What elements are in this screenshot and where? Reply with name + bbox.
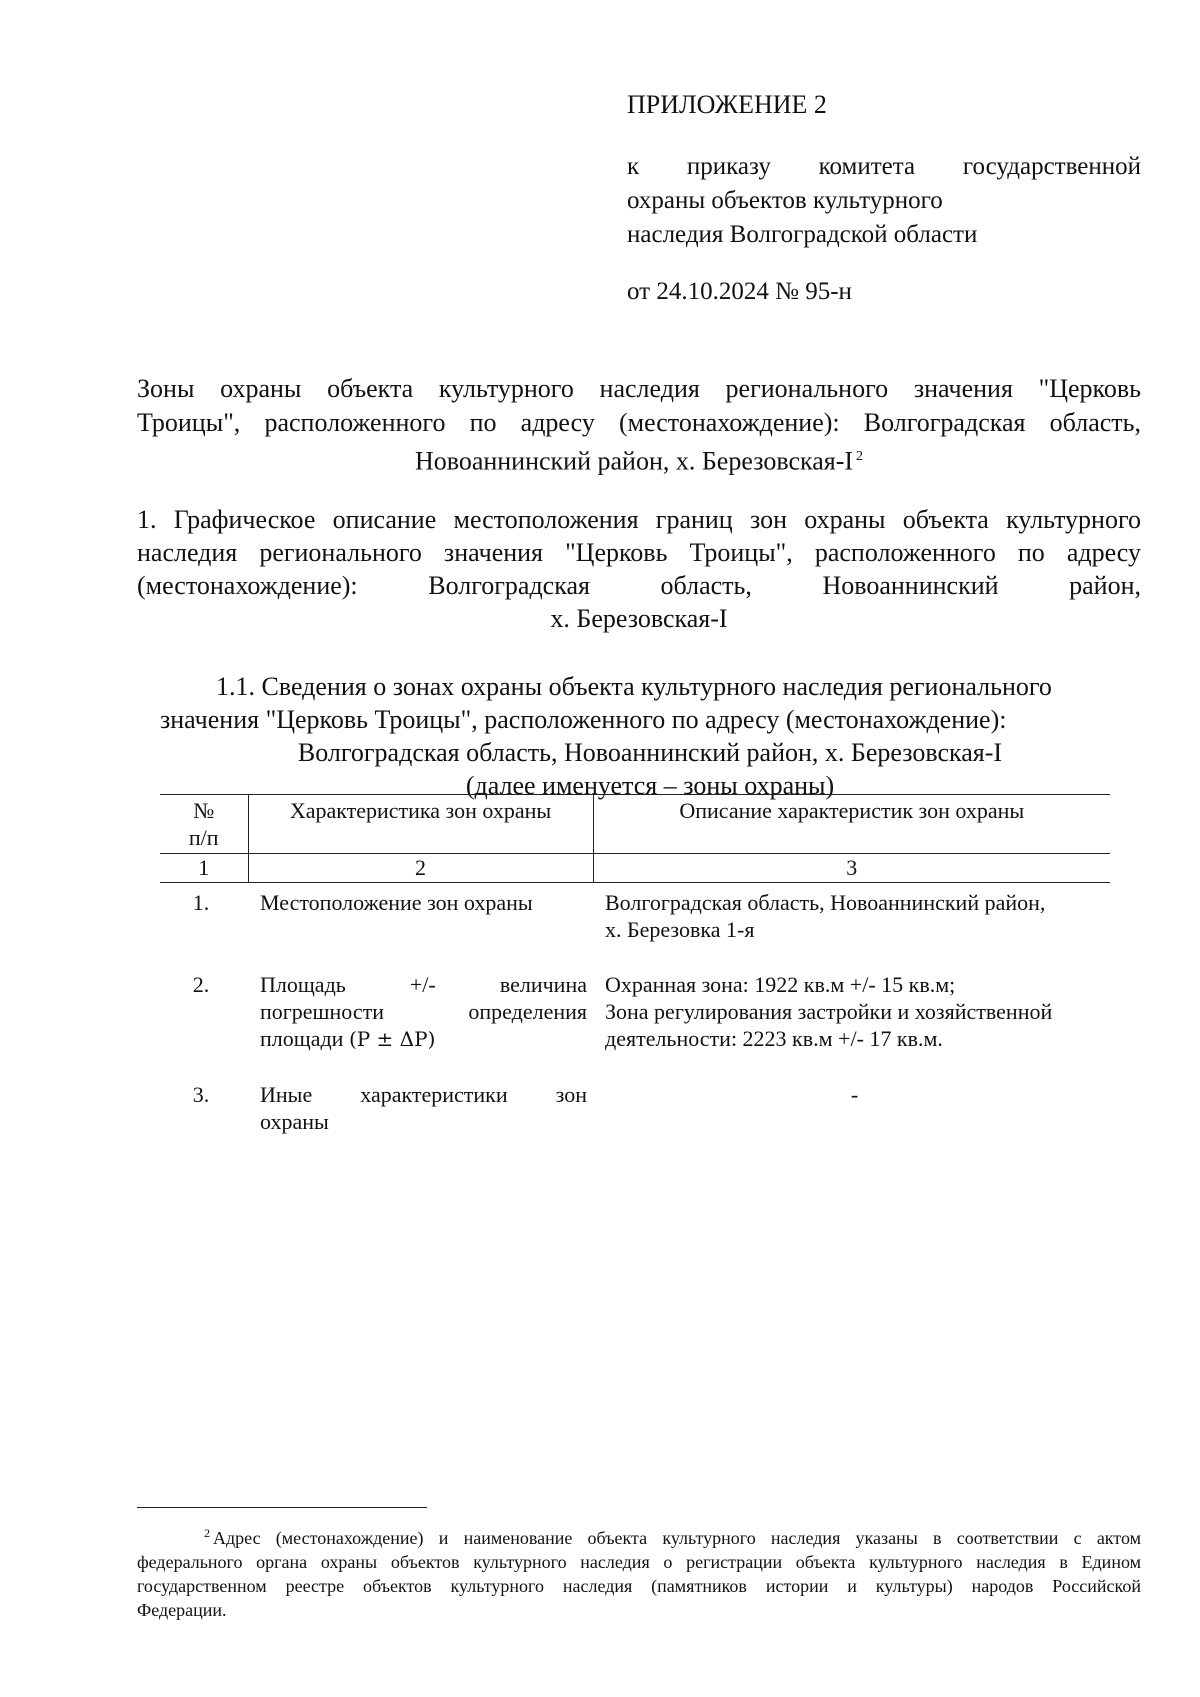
subsection-heading [160, 670, 1140, 802]
table-row [160, 883, 1110, 968]
column-number: 2 [248, 854, 593, 883]
document-title [137, 372, 1141, 479]
row-description-line: Охранная зона: 1922 кв.м +/- 15 кв.м; [605, 972, 956, 997]
row-description [593, 883, 1110, 968]
header-characteristic: Характеристика зон охраны [248, 795, 593, 854]
appendix-reference-line: охраны объектов культурного [627, 187, 943, 214]
row-characteristic-line: Площадь +/- величина [260, 972, 587, 997]
footnote-reference[interactable]: 2 [856, 449, 864, 464]
subsection-heading-line: 1.1. Сведения о зонах охраны объекта культурного наследия регионального [216, 672, 1052, 701]
header-number-symbol: № [193, 798, 215, 823]
column-number: 3 [593, 854, 1110, 883]
row-description [593, 967, 1110, 1077]
row-number: 3. [192, 1082, 210, 1107]
footnote [137, 1521, 1141, 1622]
appendix-reference-line: к приказу комитета государственной [627, 153, 1141, 180]
section-heading-line: (местонахождение): Волгоградская область, Новоаннинский район, [137, 571, 1141, 600]
row-description-line: х. Березовка 1-я [605, 917, 755, 942]
section-heading-line: наследия регионального значения "Церковь Троицы", расположенного по адресу [137, 538, 1141, 567]
section-heading-line: 1. Графическое описание местоположения границ зон охраны объекта культурного [137, 505, 1141, 534]
row-description-line: Зона регулирования застройки и хозяйственной [605, 999, 1053, 1024]
row-characteristic [248, 1077, 593, 1151]
row-description-line: Волгоградская область, Новоаннинский район, [605, 890, 1046, 915]
appendix-date: от 24.10.2024 № 95-н [627, 278, 852, 305]
appendix-title: ПРИЛОЖЕНИЕ 2 [627, 90, 827, 119]
document-title-line: Троицы", расположенного по адресу (местонахождение): Волгоградская область, [137, 408, 1141, 437]
row-characteristic-text: площади [260, 1026, 344, 1051]
footnote-separator [137, 1507, 427, 1508]
section-heading-line: х. Березовская-I [550, 604, 728, 633]
subsection-heading-line: (далее именуется – зоны охраны) [465, 771, 835, 800]
row-description-line: деятельности: 2223 кв.м +/- 17 кв.м. [605, 1026, 943, 1051]
row-characteristic: Местоположение зон охраны [260, 890, 533, 915]
footnote-line: Федерации. [137, 1600, 227, 1620]
table-header-row [160, 795, 1110, 854]
document-title-line: Зоны охраны объекта культурного наследия регионального значения "Церковь [137, 374, 1141, 403]
header-number-abbr: п/п [188, 825, 219, 850]
section-heading [137, 503, 1141, 635]
footnote-mark: 2 [204, 1526, 210, 1540]
footnote-text: Адрес (местонахождение) и наименование объекта культурного наследия указаны в соответствии с актом [213, 1528, 1141, 1548]
footnote-line: федерального органа охраны объектов культурного наследия о регистрации объекта культурного наследия в Едином [137, 1552, 1141, 1572]
area-formula: (P ± ΔP) [348, 1027, 436, 1051]
header-number [160, 795, 248, 854]
header-description: Описание характеристик зон охраны [593, 795, 1110, 854]
appendix-reference [627, 150, 1141, 252]
footnote-line [137, 1521, 1141, 1550]
table-column-numbers-row [160, 854, 1110, 883]
zones-table [160, 794, 1110, 1151]
table-row [160, 1077, 1110, 1151]
row-characteristic-line: Иные характеристики зон [260, 1082, 587, 1107]
column-number: 1 [160, 854, 248, 883]
row-characteristic-line: охраны [260, 1109, 329, 1134]
row-description: - [850, 1082, 859, 1107]
row-characteristic [248, 967, 593, 1077]
document-title-line-last [137, 440, 1141, 479]
table-row [160, 967, 1110, 1077]
subsection-heading-line: значения "Церковь Троицы", расположенного по адресу (местонахождение): [160, 705, 1007, 734]
row-characteristic-line-last [260, 1025, 587, 1053]
row-number: 1. [192, 890, 210, 915]
row-number: 2. [192, 972, 210, 997]
row-characteristic-line: погрешности определения [260, 999, 587, 1024]
appendix-reference-line: наследия Волгоградской области [627, 221, 978, 248]
footnote-line: государственном реестре объектов культурного наследия (памятников истории и культуры) народов Российской [137, 1576, 1141, 1596]
subsection-heading-line: Волгоградская область, Новоаннинский район, х. Березовская-I [297, 738, 1003, 767]
document-title-text: Новоаннинский район, х. Березовская-I [414, 446, 854, 476]
